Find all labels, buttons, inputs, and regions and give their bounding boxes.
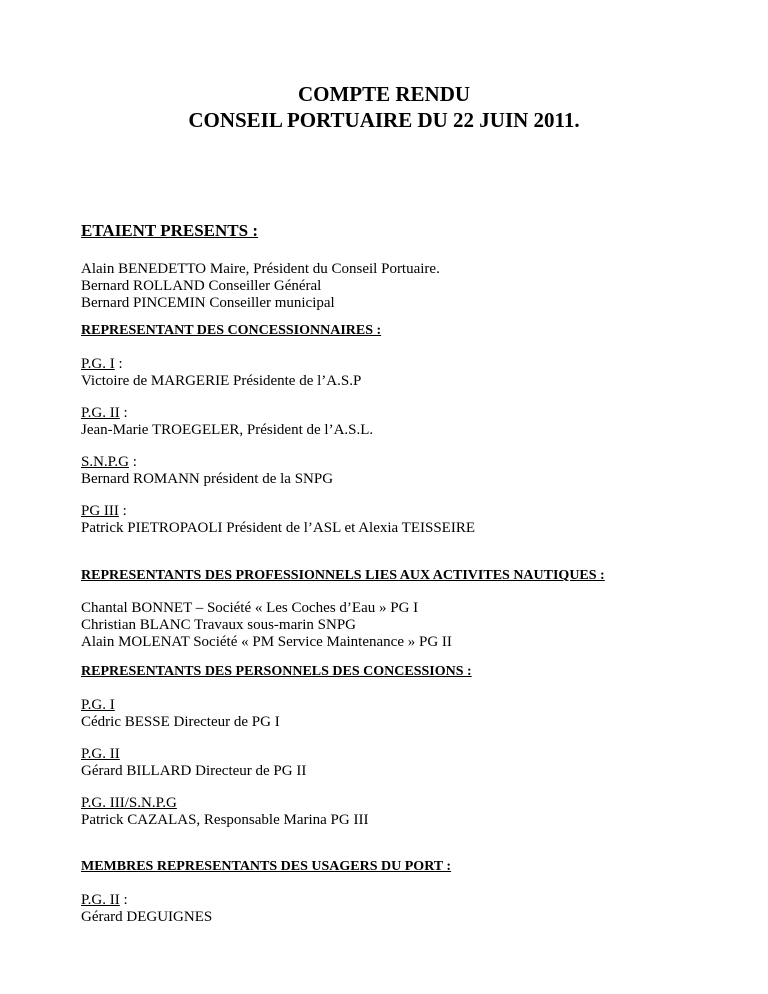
personnels-heading-block <box>81 663 721 680</box>
group-label-suffix: : <box>118 503 127 519</box>
group-line: Jean-Marie TROEGELER, Président de l’A.S.L. <box>81 422 374 438</box>
professionnels-heading: REPRESENTANTS DES PROFESSIONNELS LIES AUX ACTIVITES NAUTIQUES : <box>81 568 605 583</box>
group-line: Patrick PIETROPAOLI Président de l’ASL et Alexia TEISSEIRE <box>81 520 475 536</box>
concessionnaire-group <box>81 503 721 537</box>
group-line: Gérard DEGUIGNES <box>81 909 213 925</box>
group-label: PG III <box>81 503 119 519</box>
presents-line: Alain BENEDETTO Maire, Président du Conseil Portuaire. <box>81 261 440 277</box>
professionnels-list <box>81 600 721 651</box>
professionnel-line: Chantal BONNET – Société « Les Coches d’Eau » PG I <box>81 600 419 616</box>
professionnels-heading-block <box>81 567 721 584</box>
usagers-heading: MEMBRES REPRESENTANTS DES USAGERS DU PORT : <box>81 859 452 874</box>
concessionnaires-heading-block <box>81 322 721 339</box>
document-subtitle: CONSEIL PORTUAIRE DU 22 JUIN 2011. <box>188 108 580 132</box>
group-label-suffix: : <box>128 454 137 470</box>
group-label: P.G. I <box>81 697 115 713</box>
group-label: P.G. II <box>81 892 120 908</box>
group-line: Cédric BESSE Directeur de PG I <box>81 714 280 730</box>
group-label-suffix: : <box>114 356 123 372</box>
concessionnaire-group <box>81 454 721 488</box>
document-title: COMPTE RENDU <box>297 82 471 106</box>
group-line: Patrick CAZALAS, Responsable Marina PG III <box>81 812 369 828</box>
presents-heading: ETAIENT PRESENTS : <box>81 221 258 240</box>
personnels-heading: REPRESENTANTS DES PERSONNELS DES CONCESSIONS : <box>81 664 472 679</box>
personnel-group <box>81 697 721 731</box>
group-label: P.G. I <box>81 356 115 372</box>
group-label: P.G. III/S.N.P.G <box>81 795 177 811</box>
group-label-suffix: : <box>119 892 128 908</box>
presents-line: Bernard ROLLAND Conseiller Général <box>81 278 322 294</box>
usager-group <box>81 892 721 926</box>
group-label-suffix: : <box>119 405 128 421</box>
personnel-group <box>81 746 721 780</box>
concessionnaires-heading: REPRESENTANT DES CONCESSIONNAIRES : <box>81 323 382 338</box>
professionnel-line: Christian BLANC Travaux sous-marin SNPG <box>81 617 357 633</box>
concessionnaire-group <box>81 356 721 390</box>
group-line: Bernard ROMANN président de la SNPG <box>81 471 334 487</box>
group-label: S.N.P.G <box>81 454 129 470</box>
group-label: P.G. II <box>81 746 120 762</box>
usagers-heading-block <box>81 858 721 875</box>
presents-list <box>81 261 721 312</box>
presents-line: Bernard PINCEMIN Conseiller municipal <box>81 295 335 311</box>
personnel-group <box>81 795 721 829</box>
group-line: Gérard BILLARD Directeur de PG II <box>81 763 307 779</box>
group-label: P.G. II <box>81 405 120 421</box>
concessionnaire-group <box>81 405 721 439</box>
professionnel-line: Alain MOLENAT Société « PM Service Maintenance » PG II <box>81 634 452 650</box>
group-line: Victoire de MARGERIE Présidente de l’A.S.P <box>81 373 362 389</box>
presents-heading-block <box>81 222 721 241</box>
